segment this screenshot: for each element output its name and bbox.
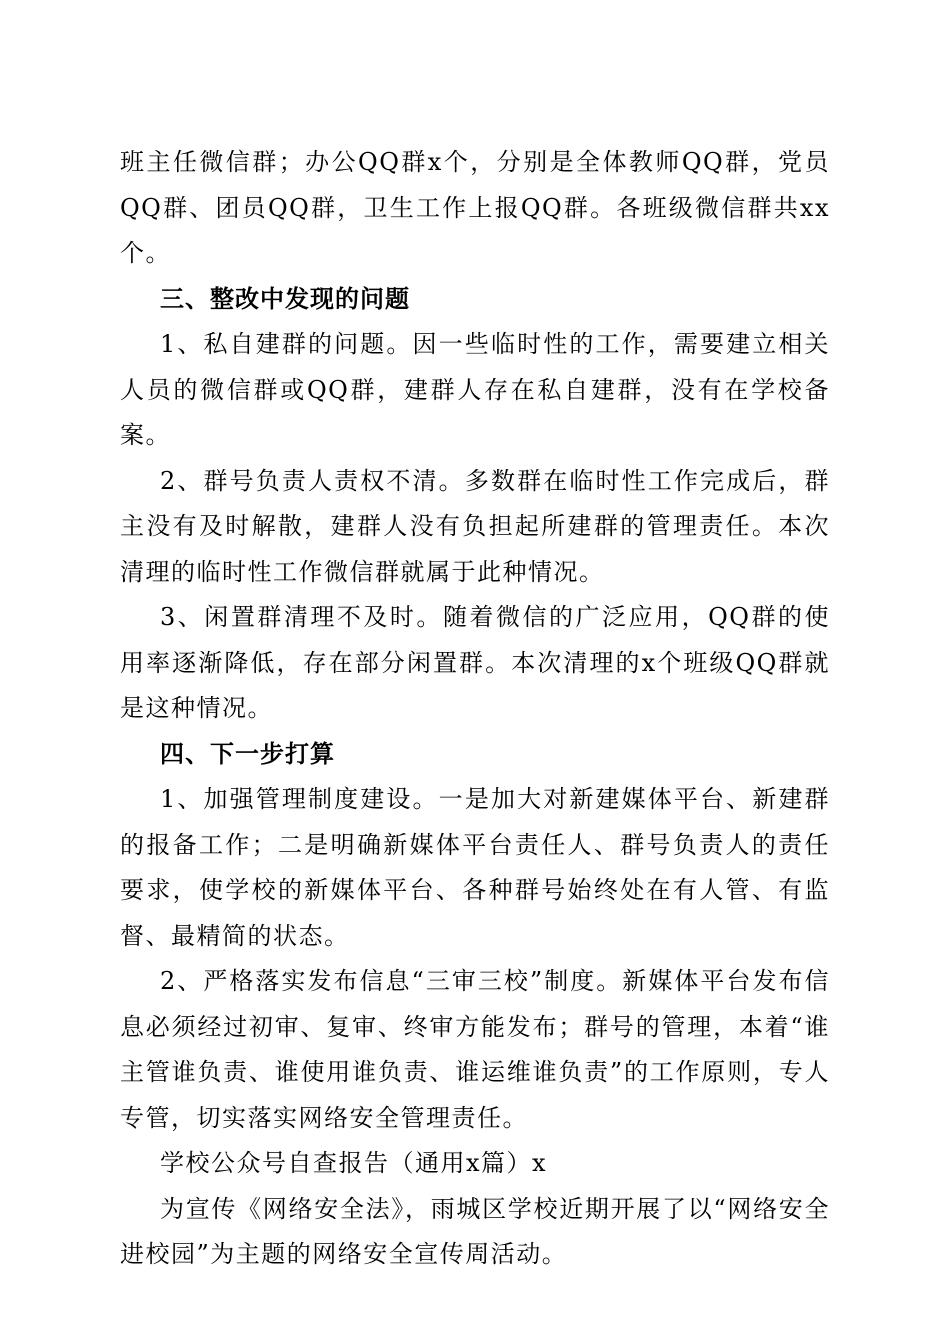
paragraph-next-step-2: 2、严格落实发布信息“三审三校”制度。新媒体平台发布信息必须经过初审、复审、终审方能发布；群号的管理，本着“谁主管谁负责、谁使用谁负责、谁运维谁负责”的工作原则，专人专管，切实落实网络安全管理责任。 [120, 967, 830, 1132]
paragraph-group-list-summary: 班主任微信群；办公QQ群x个，分别是全体教师QQ群，党员QQ群、团员QQ群，卫生工作上报QQ群。各班级微信群共xx个。 [120, 148, 830, 267]
paragraph-problem-3: 3、闲置群清理不及时。随着微信的广泛应用，QQ群的使用率逐渐降低，存在部分闲置群。本次清理的x个班级QQ群就是这种情况。 [120, 603, 830, 722]
paragraph-problem-1: 1、私自建群的问题。因一些临时性的工作，需要建立相关人员的微信群或QQ群，建群人存在私自建群，没有在学校备案。 [120, 330, 830, 449]
section-heading-problems: 三、整改中发现的问题 [160, 284, 410, 313]
paragraph-intro: 为宣传《网络安全法》，雨城区学校近期开展了以“网络安全进校园”为主题的网络安全宣传周活动。 [120, 1194, 830, 1268]
paragraph-problem-2: 2、群号负责人责权不清。多数群在临时性工作完成后，群主没有及时解散，建群人没有负担起所建群的管理责任。本次清理的临时性工作微信群就属于此种情况。 [120, 466, 830, 586]
document-title-line: 学校公众号自查报告（通用x篇）x [160, 1149, 548, 1177]
section-heading-next-steps: 四、下一步打算 [160, 739, 335, 768]
paragraph-next-step-1: 1、加强管理制度建设。一是加大对新建媒体平台、新建群的报备工作；二是明确新媒体平台责任人、群号负责人的责任要求，使学校的新媒体平台、各种群号始终处在有人管、有监督、最精简的状态。 [120, 785, 830, 950]
document-page [120, 140, 830, 1278]
